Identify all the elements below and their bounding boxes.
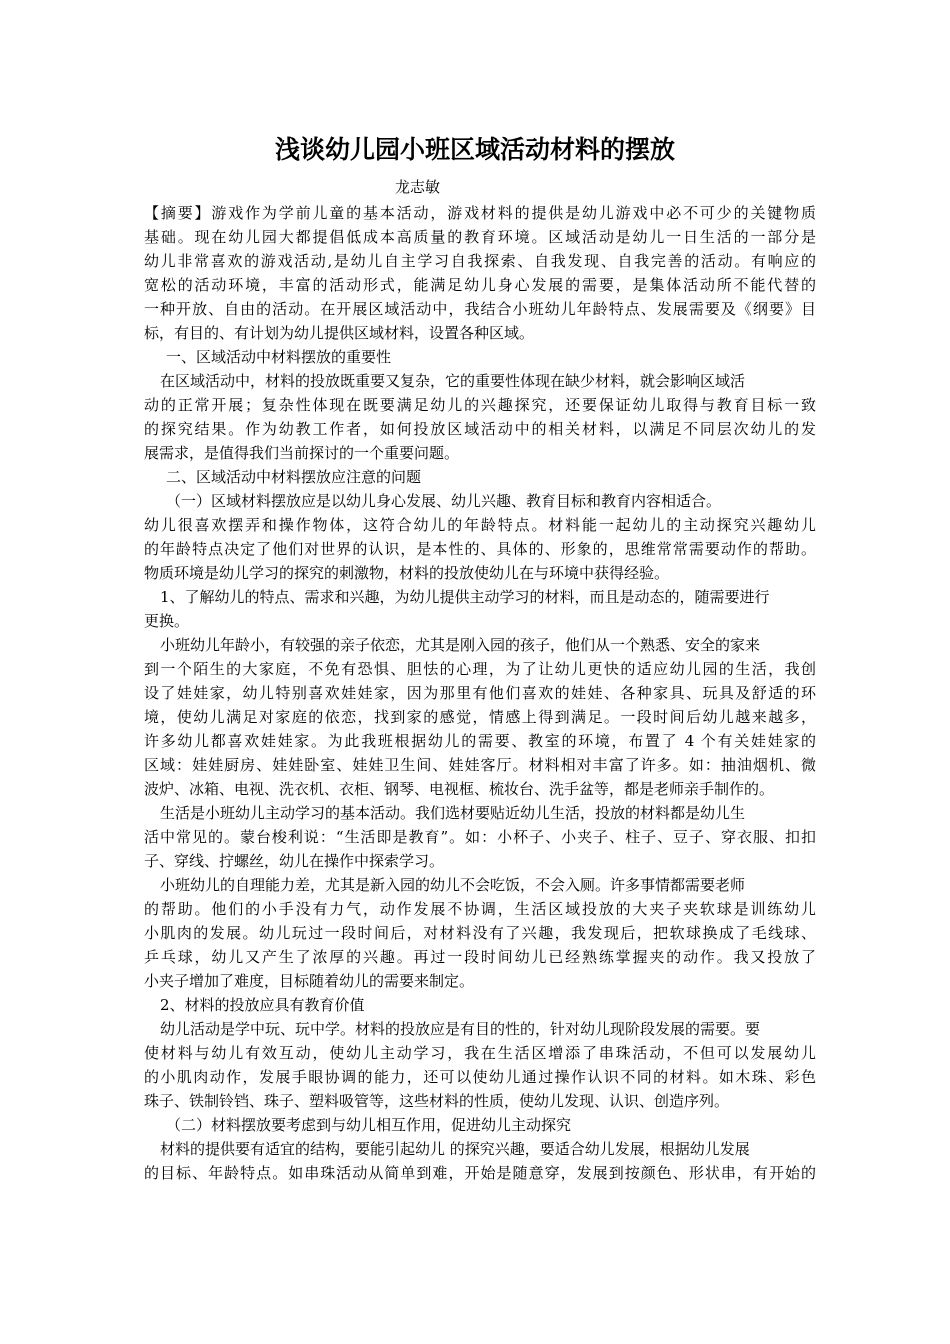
body-line: 活中常见的。蒙台梭利说：“生活即是教育”。如：小杯子、小夹子、柱子、豆子、穿衣服、扣扣 (144, 828, 816, 846)
body-line: 物质环境是幼儿学习的探究的刺激物，材料的投放使幼儿在与环境中获得经验。 (144, 564, 670, 582)
body-line: 波炉、冰箱、电视、洗衣机、衣柜、钢琴、电视框、梳妆台、洗手盆等，都是老师亲手制作的。 (144, 780, 775, 798)
body-line: 的帮助。他们的小手没有力气，动作发展不协调，生活区域投放的大夹子夹软球是训练幼儿 (144, 900, 816, 918)
body-line: 幼儿活动是学中玩、玩中学。材料的投放应是有目的性的，针对幼儿现阶段发展的需要。要 (160, 1020, 761, 1038)
body-line: 乒乓球，幼儿又产生了浓厚的兴趣。再过一段时间幼儿已经熟练掌握夹的动作。我又投放了 (144, 948, 816, 966)
body-line: 小班幼儿的自理能力差，尤其是新入园的幼儿不会吃饭，不会入厕。许多事情都需要老师 (160, 876, 746, 894)
body-line: 在区域活动中，材料的投放既重要又复杂，它的重要性体现在缺少材料，就会影响区域活 (160, 372, 746, 390)
body-line: 【摘要】游戏作为学前儿童的基本活动，游戏材料的提供是幼儿游戏中必不可少的关键物质 (144, 204, 816, 222)
document-body (144, 201, 816, 1185)
body-line: 小夹子增加了难度，目标随着幼儿的需要来制定。 (144, 972, 475, 990)
document-title: 浅谈幼儿园小班区域活动材料的摆放 (274, 135, 675, 164)
body-line: 许多幼儿都喜欢娃娃家。为此我班根据幼儿的需要、教室的环境，布置了 4 个有关娃娃家的 (144, 732, 816, 750)
body-line: 子、穿线、拧螺丝，幼儿在操作中探索学习。 (144, 852, 445, 870)
body-line: 基础。现在幼儿园大都提倡低成本高质量的教育环境。区域活动是幼儿一日生活的一部分是 (144, 228, 816, 246)
body-line: 材料的提供要有适宜的结构，要能引起幼儿 的探究兴趣，要适合幼儿发展，根据幼儿发展 (160, 1140, 750, 1158)
body-line: 的探究结果。作为幼教工作者，如何投放区域活动中的相关材料，以满足不同层次幼儿的发 (144, 420, 816, 438)
body-line: 小班幼儿年龄小，有较强的亲子依恋，尤其是刚入园的孩子，他们从一个熟悉、安全的家来 (160, 636, 761, 654)
body-line: 1、了解幼儿的特点、需求和兴趣，为幼儿提供主动学习的材料，而且是动态的，随需要进行 (160, 588, 770, 606)
body-line: 一种开放、自由的活动。在开展区域活动中，我结合小班幼儿年龄特点、发展需要及《纲要》目 (144, 300, 816, 318)
body-line: （二）材料摆放要考虑到与幼儿相互作用，促进幼儿主动探究 (166, 1116, 572, 1134)
body-line: （一）区域材料摆放应是以幼儿身心发展、幼儿兴趣、教育目标和教育内容相适合。 (166, 492, 722, 510)
body-line: 境，使幼儿满足对家庭的依恋，找到家的感觉，情感上得到满足。一段时间后幼儿越来越多， (144, 708, 816, 726)
body-line: 珠子、铁制铃铛、珠子、塑料吸管等，这些材料的性质，使幼儿发现、认识、创造序列。 (144, 1092, 730, 1110)
body-line: 展需求，是值得我们当前探讨的一个重要问题。 (144, 444, 460, 462)
body-line: 的目标、年龄特点。如串珠活动从简单到难，开始是随意穿，发展到按颜色、形状串，有开始的 (144, 1164, 816, 1182)
body-line: 的年龄特点决定了他们对世界的认识，是本性的、具体的、形象的，思维常常需要动作的帮助。 (144, 540, 816, 558)
body-line: 到一个陌生的大家庭，不免有恐惧、胆怯的心理，为了让幼儿更快的适应幼儿园的生活，我创 (144, 660, 816, 678)
body-line: 生活是小班幼儿主动学习的基本活动。我们选材要贴近幼儿生活，投放的材料都是幼儿生 (160, 804, 746, 822)
body-line: 宽松的活动环境，丰富的活动形式，能满足幼儿身心发展的需要，是集体活动所不能代替的 (144, 276, 816, 294)
body-line: 一、区域活动中材料摆放的重要性 (166, 348, 392, 366)
document-author: 龙志敏 (395, 178, 441, 196)
body-line: 二、区域活动中材料摆放应注意的问题 (166, 468, 422, 486)
body-line: 幼儿非常喜欢的游戏活动,是幼儿自主学习自我探索、自我发现、自我完善的活动。有响应的 (144, 252, 816, 270)
body-line: 设了娃娃家，幼儿特别喜欢娃娃家，因为那里有他们喜欢的娃娃、各种家具、玩具及舒适的环 (144, 684, 816, 702)
body-line: 使材料与幼儿有效互动，使幼儿主动学习，我在生活区增添了串珠活动，不但可以发展幼儿 (144, 1044, 816, 1062)
body-line: 幼儿很喜欢摆弄和操作物体，这符合幼儿的年龄特点。材料能一起幼儿的主动探究兴趣幼儿 (144, 516, 816, 534)
body-line: 动的正常开展；复杂性体现在既要满足幼儿的兴趣探究，还要保证幼儿取得与教育目标一致 (144, 396, 816, 414)
body-line: 标，有目的、有计划为幼儿提供区域材料，设置各种区域。 (144, 324, 535, 342)
body-line: 更换。 (144, 612, 190, 630)
body-line: 2、材料的投放应具有教育价值 (160, 996, 365, 1014)
body-line: 小肌肉的发展。幼儿玩过一段时间后，对材料没有了兴趣，我发现后，把软球换成了毛线球、 (144, 924, 816, 942)
body-line: 的小肌肉动作，发展手眼协调的能力，还可以使幼儿通过操作认识不同的材料。如木珠、彩色 (144, 1068, 816, 1086)
body-line: 区域：娃娃厨房、娃娃卧室、娃娃卫生间、娃娃客厅。材料相对丰富了许多。如：抽油烟机、微 (144, 756, 816, 774)
